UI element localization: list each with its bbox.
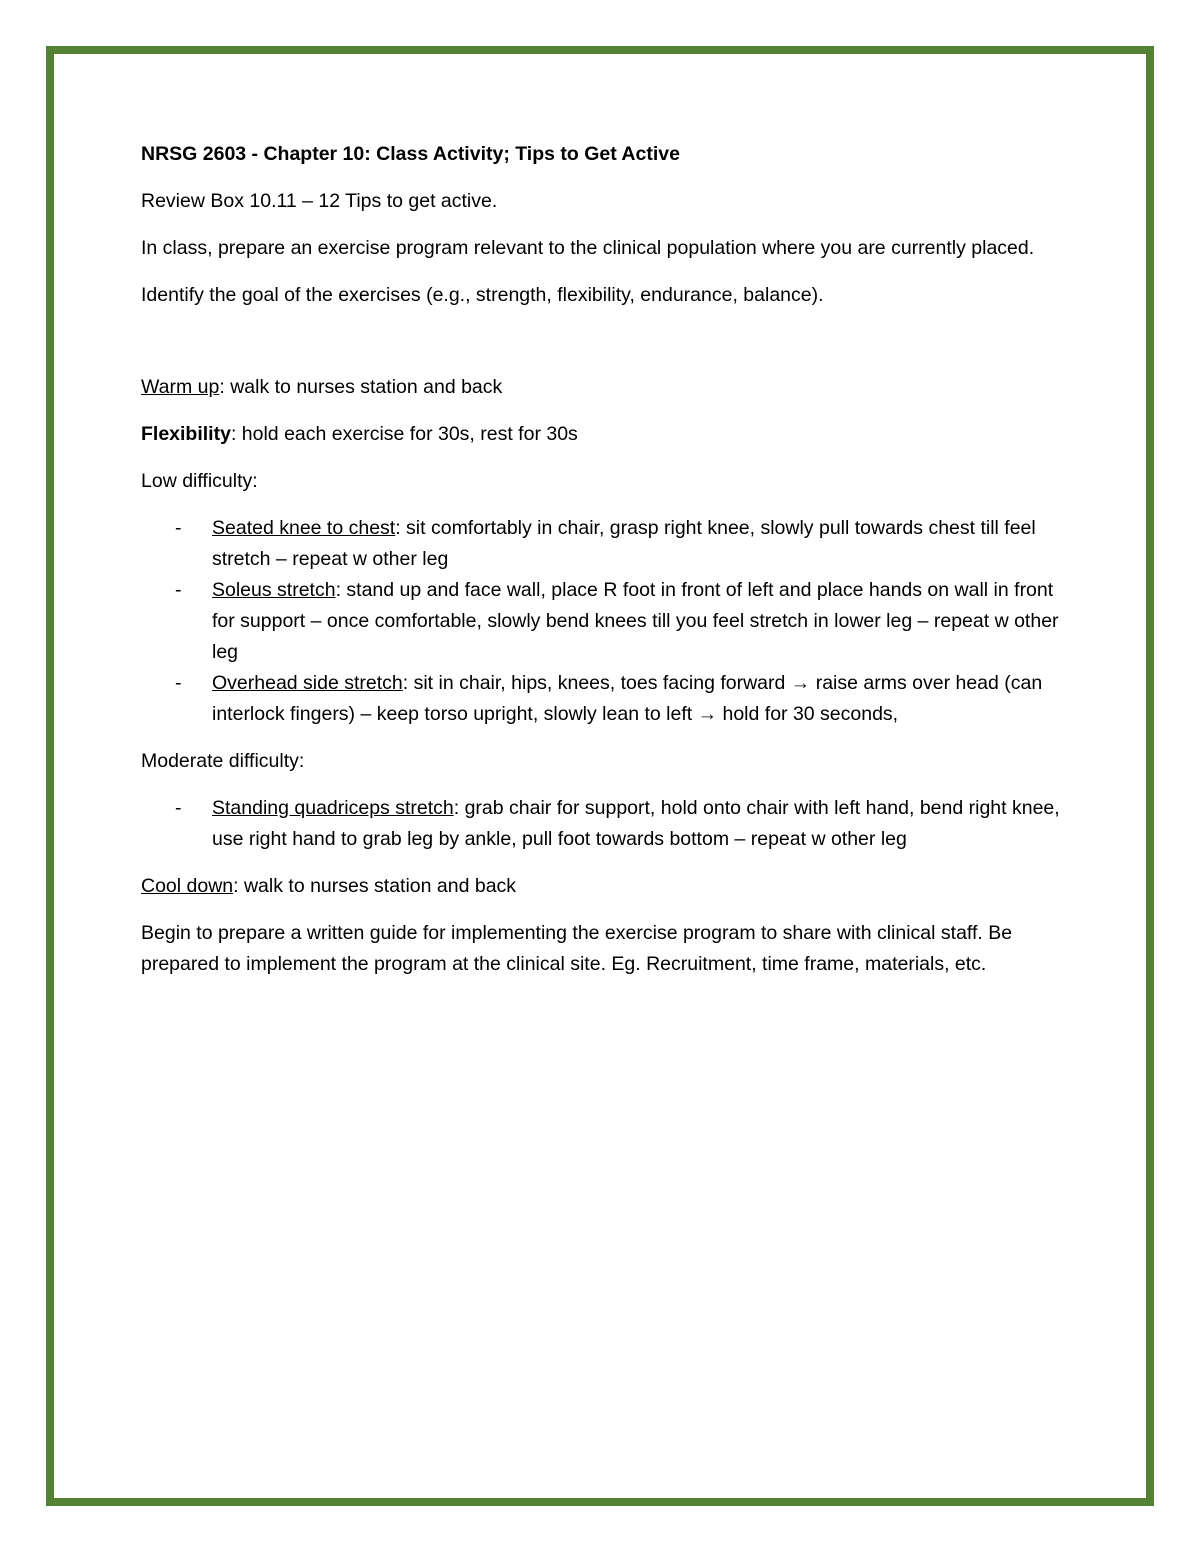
exercise-name: Overhead side stretch (212, 672, 403, 694)
goal-paragraph: Identify the goal of the exercises (e.g., strength, flexibility, endurance, balance). (141, 284, 824, 306)
cool-down-label: Cool down (141, 875, 234, 897)
list-item (141, 793, 1061, 855)
dash-bullet: - (175, 517, 182, 539)
dash-bullet: - (175, 672, 182, 694)
cool-down-line (141, 871, 1061, 902)
exercise-description: : sit in chair, hips, knees, toes facing forward → raise arms over head (can interlock fingers) – keep torso upright, slowly lean to left → hold for 30 seconds, (212, 672, 1043, 725)
warm-up-text: : walk to nurses station and back (219, 376, 503, 398)
flexibility-label: Flexibility (141, 423, 231, 445)
exercise-description: : grab chair for support, hold onto chair with left hand, bend right knee, use right hand to grab leg by ankle, pull foot towards bottom – repeat w other leg (212, 797, 1060, 850)
flexibility-line (141, 419, 1061, 450)
warm-up-label: Warm up (141, 376, 220, 398)
exercise-name: Soleus stretch (212, 579, 336, 601)
exercise-name: Standing quadriceps stretch (212, 797, 454, 819)
closing-paragraph: Begin to prepare a written guide for implementing the exercise program to share with clinical staff. Be prepared to implement the program at the clinical site. Eg. Recruitment, time frame, materials, etc. (141, 922, 1013, 975)
moderate-difficulty-list (141, 793, 1061, 855)
document-body (141, 139, 1061, 996)
dash-bullet: - (175, 797, 182, 819)
exercise-name: Seated knee to chest (212, 517, 396, 539)
dash-bullet: - (175, 579, 182, 601)
exercise-description: : stand up and face wall, place R foot in front of left and place hands on wall in front for support – once comfortable, slowly bend knees till you feel stretch in lower leg – repeat w other leg (212, 579, 1059, 663)
exercise-description: : sit comfortably in chair, grasp right knee, slowly pull towards chest till feel stretch – repeat w other leg (212, 517, 1036, 570)
cool-down-text: : walk to nurses station and back (233, 875, 517, 897)
moderate-difficulty-heading: Moderate difficulty: (141, 750, 305, 772)
blank-line (141, 327, 1061, 372)
document-title: NRSG 2603 - Chapter 10: Class Activity; Tips to Get Active (141, 143, 680, 165)
review-line: Review Box 10.11 – 12 Tips to get active. (141, 190, 498, 212)
low-difficulty-list (141, 513, 1061, 730)
low-difficulty-heading: Low difficulty: (141, 470, 258, 492)
warm-up-line (141, 372, 1061, 403)
list-item (141, 668, 1061, 730)
flexibility-text: : hold each exercise for 30s, rest for 30s (230, 423, 578, 445)
instruction-paragraph: In class, prepare an exercise program relevant to the clinical population where you are currently placed. (141, 237, 1035, 259)
list-item (141, 575, 1061, 668)
list-item (141, 513, 1061, 575)
